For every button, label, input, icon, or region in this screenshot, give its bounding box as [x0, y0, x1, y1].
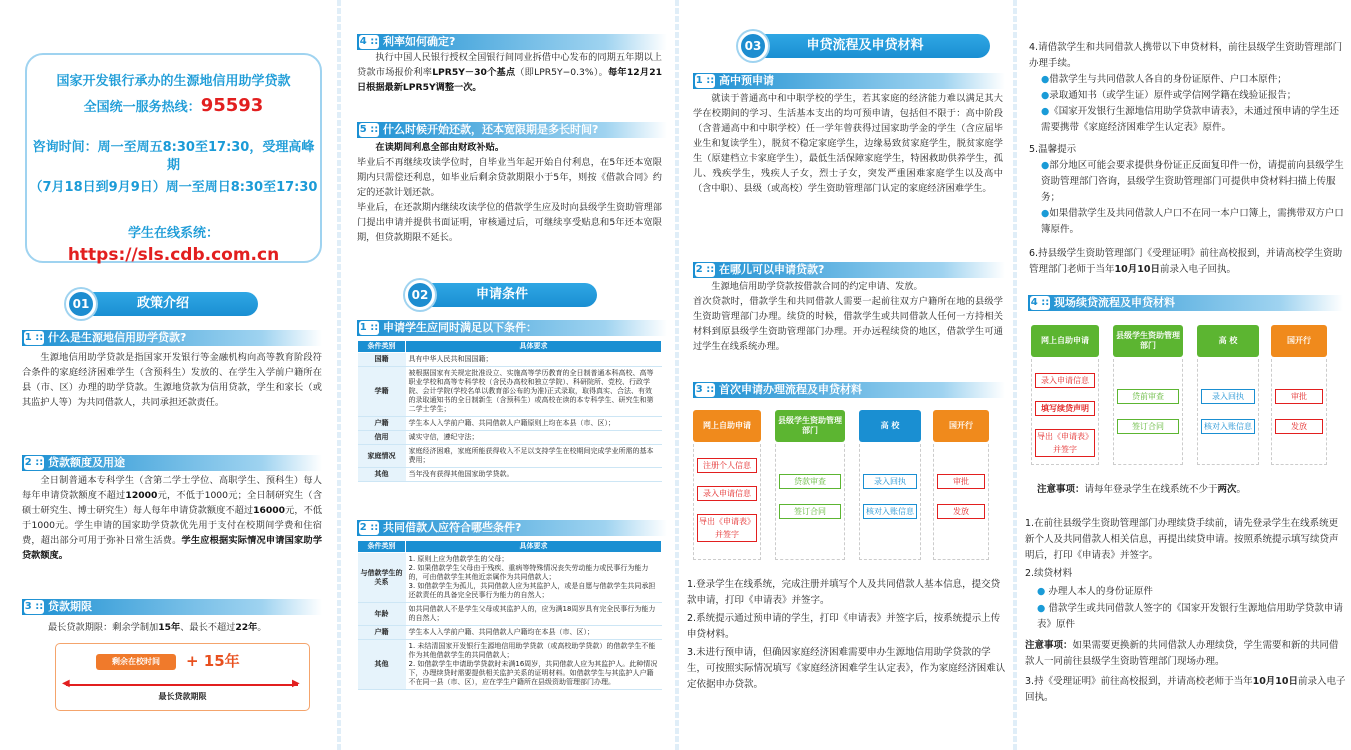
note-login: 注意事项：请每年登录学生在线系统不少于两次。: [1037, 484, 1247, 495]
table-row: [358, 353, 662, 367]
renewal-material-id: ● 办理人本人的身份证原件: [1037, 586, 1153, 597]
flow-step-c1: 录入回执: [863, 474, 917, 489]
material-item-admission: ●录取通知书（或学生证）原件或学信网学籍在线验证报告；: [1041, 90, 1297, 101]
para-what-is-loan: 生源地信用助学贷款是指国家开发银行等金融机构向高等教育阶段符合条件的家庭经济困难学生（含预科生）发放的、在学生入学前户籍所在县（市、区）办理的助学贷款。生源地贷款为信用贷款，学生和家长（或其监护人等）为共同借款人，共同承担还款责任。: [22, 352, 322, 408]
section-badge-icon: 2 ::: [24, 457, 44, 468]
section-badge-icon: 4 ::: [359, 36, 379, 47]
section-badge-icon: 2 ::: [695, 264, 715, 275]
max-term-label: 最长贷款期限: [158, 692, 207, 701]
flow-step-b2: 签订合同: [1117, 419, 1179, 434]
info-box: [25, 53, 322, 263]
para-loan-amount: 全日制普通本专科学生（含第二学士学位、高职学生、预科生）每人每年申请贷款额度不超过12000元，不低于1000元；全日制研究生（含硕士研究生、博士研究生）每人每年申请贷款额度不超过16000元，不低于1000元。学生申请的国家助学贷款优先用于支付在校期间学费和住宿费，超出部分可用于弥补日常生活费。学生应根据实际情况申请国家助学贷款额度。: [22, 475, 323, 561]
flow-step-b2: 签订合同: [779, 504, 841, 519]
bullet-icon: ●: [1041, 106, 1050, 117]
table-row: [358, 445, 662, 468]
condition-requirement: 学生本人入学前户籍、共同借款人户籍原则上均在本县（市、区）；: [406, 417, 662, 431]
para-interest-rate: 执行中国人民银行授权全国银行间同业拆借中心发布的同期五年期以上贷款市场报价利率LPR5Y－30个基点（即LPR5Y−0.3%）。每年12月21日根据最新LPR5Y调整一次。: [357, 52, 663, 93]
flow-column-header: 县级学生资助管理部门: [1113, 325, 1183, 357]
flow-step-c2: 核对入账信息: [863, 504, 917, 519]
section-badge-icon: 1 ::: [24, 332, 44, 343]
materials-step-6: 6.持县级学生资助管理部门《受理证明》前往高校报到，并请高校学生资助管理部门老师于当年10月10日前录入电子回执。: [1029, 248, 1343, 275]
section-01-title: 01 政策介绍: [68, 292, 258, 316]
materials-step-4: 4.请借款学生和共同借款人携带以下申贷材料，前往县级学生资助管理部门办理手续。: [1029, 42, 1343, 69]
first-apply-step-2: 2.系统提示通过预申请的学生，打印《申请表》并签字后，按系统提示上传申贷材料。: [687, 613, 1001, 640]
condition-category: 学籍: [358, 367, 406, 417]
hotline-label: 全国统一服务热线：: [83, 100, 201, 115]
table-row: [358, 367, 662, 417]
tip-hukou: ●如果借款学生及共同借款人户口不在同一本户口簿上，需携带双方户口簿原件。: [1041, 208, 1344, 235]
flow-column-lane: [1113, 359, 1183, 465]
condition-category: 家庭情况: [358, 445, 406, 468]
flow-step-d1: 审批: [937, 474, 985, 489]
column-renewal: [1013, 0, 1351, 750]
term-diagram: [55, 643, 310, 711]
table-row: [358, 640, 662, 690]
system-label: 学生在线系统：: [127, 226, 219, 241]
table-row: [358, 431, 662, 445]
condition-requirement: 1. 原则上应为借款学生的父母； 2. 如果借款学生父母由于残疾、重病等特殊情况丧失劳动能力或民事行为能力的，可由借款学生其他近亲属作为共同借款人； 3. 如借款学生为孤儿，共同借款人应为其监护人，或是自愿与借款学生共同承担还款责任的具备完全民事行为能力的自然人；: [406, 553, 662, 603]
condition-requirement: 当年没有获得其他国家助学贷款。: [406, 468, 662, 482]
bullet-icon: ●: [1041, 208, 1050, 219]
remaining-time-box: 剩余在校时间: [96, 654, 176, 670]
flow-step-a2: 录入申请信息: [697, 486, 757, 501]
flow-column-header: 县级学生资助管理部门: [775, 410, 845, 442]
condition-category: 户籍: [358, 417, 406, 431]
flow-step-d1: 审批: [1275, 389, 1323, 404]
heading-loan-amount: 2 :: 贷款额度及用途: [22, 455, 322, 471]
section-badge-icon: 1 ::: [359, 322, 379, 333]
arrow-right-icon: ▶: [292, 678, 300, 689]
condition-category: 与借款学生的关系: [358, 553, 406, 603]
hotline-number[interactable]: 95593: [200, 95, 264, 116]
condition-requirement: 诚实守信，遵纪守法；: [406, 431, 662, 445]
heading-where-apply: 2 :: 在哪儿可以申请贷款?: [693, 262, 1005, 278]
section-badge-icon: 3 ::: [24, 601, 44, 612]
condition-category: 其他: [358, 468, 406, 482]
flow-step-a2: 填写续贷声明: [1035, 401, 1095, 416]
flow-column-lane: [1271, 359, 1327, 465]
column-conditions: [337, 0, 675, 750]
flow-step-a3: 导出《申请表》并签字: [697, 514, 757, 542]
tip-copy: ●部分地区可能会要求提供身份证正反面复印件一份，请提前向县级学生资助管理部门咨询，县级学生资助管理部门可提供申贷材料扫描上传服务；: [1041, 160, 1344, 203]
section-02-title: 02 申请条件: [407, 283, 597, 307]
section-badge-icon: 3 ::: [695, 384, 715, 395]
flow-step-d2: 发放: [1275, 419, 1323, 434]
plus-15-years: + 15年: [186, 652, 240, 670]
first-apply-step-1: 1.登录学生在线系统，完成注册并填写个人及共同借款人基本信息，提交贷款申请，打印《申请表》并签字。: [687, 579, 1001, 606]
table-row: [358, 468, 662, 482]
flow-column-header: 网上自助申请: [1031, 325, 1099, 357]
material-item-id: ●借款学生与共同借款人各自的身份证原件、户口本原件；: [1041, 74, 1287, 85]
heading-first-apply: 3 :: 首次申请办理流程及申贷材料: [693, 382, 1005, 398]
flow-column-lane: [1197, 359, 1259, 465]
condition-category: 国籍: [358, 353, 406, 367]
renewal-material-form: ● 借款学生或共同借款人签字的《国家开发银行生源地信用助学贷款申请表》原件: [1037, 603, 1343, 630]
condition-requirement: 学生本人入学前户籍、共同借款人户籍均在本县（市、区）；: [406, 626, 662, 640]
table-row: [358, 553, 662, 603]
para-pre-apply: 就读于普通高中和中职学校的学生，若其家庭的经济能力难以满足其大学在校期间的学习、生活基本支出的均可预申请，包括但不限于：高中阶段（含普通高中和中职学校）任一学年曾获得过国家助学金的学生（含应届毕业生和复读学生），脱贫不稳定家庭学生，边缘易致贫家庭学生，脱贫家庭学生（原建档立卡家庭学生），最低生活保障家庭学生，特困救助供养学生，孤儿、残疾学生，残疾人子女，烈士子女，突发严重困难家庭学生以及高中（含中职）、县级（或高校）学生资助管理部门认定的家庭经济困难学生。: [693, 93, 1003, 194]
condition-requirement: 具有中华人民共和国国籍；: [406, 353, 662, 367]
condition-requirement: 家庭经济困难，家庭所能获得收入不足以支持学生在校期间完成学业所需的基本费用；: [406, 445, 662, 468]
section-03-title: 03 申贷流程及申贷材料: [740, 34, 990, 58]
heading-repayment: 5 :: 什么时候开始还款，还本宽限期是多长时间?: [357, 122, 667, 138]
heading-interest-rate: 4 :: 利率如何确定?: [357, 34, 667, 50]
system-url-link[interactable]: https://sls.cdb.com.cn: [67, 245, 280, 265]
flow-column-lane: [933, 444, 989, 560]
flow-column-lane: [775, 444, 845, 560]
flow-step-c2: 核对入账信息: [1201, 419, 1255, 434]
flow-step-b1: 贷前审查: [1117, 389, 1179, 404]
student-conditions-table: 条件类别 具体要求 国籍 具有中华人民共和国国籍； 学籍 被根据国家有关规定批准设立、实施高等学历教育的全日制普通本科高校、高等职业学校和高等专科学校（含民办高校和独立学院）、科研院所、党校、行政学院、会计学院(学校名单以教育部公布的为准)正式录取，取得真实、合法、有效的录取通知书的全日制新生（含预科生）或高校在读的本专科学生、研究生和第二学士学生； 户籍 学生本人入学前户籍、共同借款人户籍原则上均在本县（市、区）； 信用 诚实守信，遵纪守法； 家庭情况 家庭经济困难，家庭所能获得收入不足以支持学生在校期间完成学业所需的基本费用； 其他 当年没有获得其他国家助学贷款。: [357, 340, 662, 482]
para-loan-term: 最长贷款期限：剩余学制加15年、最长不超过22年。: [48, 622, 267, 633]
flow-step-d2: 发放: [937, 504, 985, 519]
column-policy: [0, 0, 337, 750]
column-process: [675, 0, 1013, 750]
consult-time-1: 咨询时间：周一至周五8:30至17:30，受理高峰期: [32, 140, 315, 173]
first-apply-step-3: 3.未进行预申请，但确因家庭经济困难需要申办生源地信用助学贷款的学生，可按照实际情况填写《家庭经济困难学生认定表》，作为家庭经济困难认定依据申办贷款。: [687, 647, 1006, 690]
section-badge-icon: 5 ::: [359, 124, 379, 135]
bullet-icon: ●: [1037, 586, 1049, 597]
flow-step-a3: 导出《申请表》并签字: [1035, 429, 1095, 457]
note-new-coborrower: 注意事项：如果需要更换新的共同借款人办理续贷，学生需要和新的共同借款人一同前往县级学生资助管理部门现场办理。: [1025, 640, 1339, 667]
flow-column-header: 高 校: [859, 410, 921, 442]
renewal-step-1: 1.在前往县级学生资助管理部门办理续贷手续前，请先登录学生在线系统更新个人及共同借款人相关信息，再提出续贷申请。按照系统提示填写续贷声明后，打印《申请表》并签字。: [1025, 518, 1339, 561]
first-apply-flowchart: [693, 410, 998, 560]
consult-time-2: （7月18日到9月9日）周一至周日8:30至17:30: [29, 180, 318, 195]
flow-column-lane: [859, 444, 921, 560]
condition-category: 年龄: [358, 603, 406, 626]
tips-heading: 5.温馨提示: [1029, 144, 1077, 155]
table-row: [358, 626, 662, 640]
condition-category: 信用: [358, 431, 406, 445]
renewal-flowchart: [1031, 325, 1336, 465]
condition-category: 户籍: [358, 626, 406, 640]
heading-pre-apply: 1 :: 高中预申请: [693, 73, 1005, 89]
flow-column-header: 高 校: [1197, 325, 1259, 357]
term-arrow: [66, 684, 298, 686]
renewal-step-3: 3.持《受理证明》前往高校报到，并请高校老师于当年10月10日前录入电子回执。: [1025, 676, 1346, 703]
table-row: [358, 603, 662, 626]
section-badge-icon: 2 ::: [359, 522, 379, 533]
bullet-icon: ●: [1041, 90, 1050, 101]
flow-step-a1: 录入申请信息: [1035, 373, 1095, 388]
heading-renewal: 4 :: 现场续贷流程及申贷材料: [1028, 295, 1343, 311]
heading-loan-term: 3 :: 贷款期限: [22, 599, 322, 615]
flow-column-header: 国开行: [1271, 325, 1327, 357]
condition-requirement: 1. 未结清国家开发银行生源地信用助学贷款（或高校助学贷款）的借款学生不能作为其他借款学生的共同借款人； 2. 如借款学生申请助学贷款时未满16周岁，共同借款人应为其监护人。此种情况下，办理续贷时需要提供相关监护关系的证明材料。如借款学生与其监护人户籍不在同一县（市、区），应在学生户籍所在县级资助管理部门办理。: [406, 640, 662, 690]
table-row: [358, 417, 662, 431]
renewal-step-2: 2.续贷材料: [1025, 568, 1073, 579]
flow-step-c1: 录入回执: [1201, 389, 1255, 404]
heading-what-is-loan: 1 :: 什么是生源地信用助学贷款?: [22, 330, 322, 346]
flow-step-a1: 注册个人信息: [697, 458, 757, 473]
bullet-icon: ●: [1037, 603, 1049, 614]
flow-column-header: 国开行: [933, 410, 989, 442]
condition-requirement: 被根据国家有关规定批准设立、实施高等学历教育的全日制普通本科高校、高等职业学校和高等专科学校（含民办高校和独立学院）、科研院所、党校、行政学院、会计学院(学校名单以教育部公布的为准)正式录取，取得真实、合法、有效的录取通知书的全日制新生（含预科生）或高校在读的本专科学生、研究生和第二学士学生；: [406, 367, 662, 417]
material-item-form: ●《国家开发银行生源地信用助学贷款申请表》，未通过预申请的学生还需要携带《家庭经济困难学生认定表》原件。: [1041, 106, 1340, 133]
heading-student-conditions: 1 :: 申请学生应同时满足以下条件：: [357, 320, 667, 336]
condition-category: 其他: [358, 640, 406, 690]
flow-step-b1: 贷款审查: [779, 474, 841, 489]
info-title: 国家开发银行承办的生源地信用助学贷款: [56, 74, 291, 89]
bullet-icon: ●: [1041, 74, 1050, 85]
flow-column-header: 网上自助申请: [693, 410, 761, 442]
heading-coborrower-conditions: 2 :: 共同借款人应符合哪些条件?: [357, 520, 667, 536]
arrow-left-icon: ◀: [62, 678, 70, 689]
bullet-icon: ●: [1041, 160, 1050, 171]
condition-requirement: 如共同借款人不是学生父母或其监护人的，应为满18周岁具有完全民事行为能力的自然人；: [406, 603, 662, 626]
section-badge-icon: 1 ::: [695, 75, 715, 86]
para-repayment: 在读期间利息全部由财政补贴。 毕业后不再继续攻读学位时，自毕业当年起开始自付利息，在5年还本宽限期内只需偿还利息，如毕业后剩余贷款期限小于5年，则按《借款合同》约定的还款计划还款。 毕业后，在还款期内继续攻读学位的借款学生应及时向县级学生资助管理部门提出申请并提供书面证明，审核通过后，可继续享受贴息和5年还本宽限期，但贷款期限不延长。: [357, 142, 662, 243]
section-badge-icon: 4 ::: [1030, 297, 1050, 308]
para-where-apply: 生源地信用助学贷款按借款合同的约定申请、发放。 首次贷款时，借款学生和共同借款人需要一起前往双方户籍所在地的县级学生资助管理部门办理。续贷的时候，借款学生或共同借款人任何一方持相关材料到原县级学生资助管理部门办理。开办远程续贷的地区，借款学生可通过学生在线系统办理。: [693, 281, 1003, 352]
coborrower-conditions-table: 条件类别 具体要求 与借款学生的关系 1. 原则上应为借款学生的父母； 2. 如果借款学生父母由于残疾、重病等特殊情况丧失劳动能力或民事行为能力的，可由借款学生其他近亲属作为共同借款人； 3. 如借款学生为孤儿，共同借款人应为其监护人，或是自愿与借款学生共同承担还款责任的具备完全民事行为能力的自然人； 年龄 如共同借款人不是学生父母或其监护人的，应为满18周岁具有完全民事行为能力的自然人； 户籍 学生本人入学前户籍、共同借款人户籍均在本县（市、区）； 其他 1. 未结清国家开发银行生源地信用助学贷款（或高校助学贷款）的借款学生不能作为其他借款学生的共同借款人； 2. 如借款学生申请助学贷款时未满16周岁，共同借款人应为其监护人。此种情况下，办理续贷时需要提供相关监护关系的证明材料。如借款学生与其监护人户籍不在同一县（市、区），应在学生户籍所在县级资助管理部门办理。: [357, 540, 662, 690]
